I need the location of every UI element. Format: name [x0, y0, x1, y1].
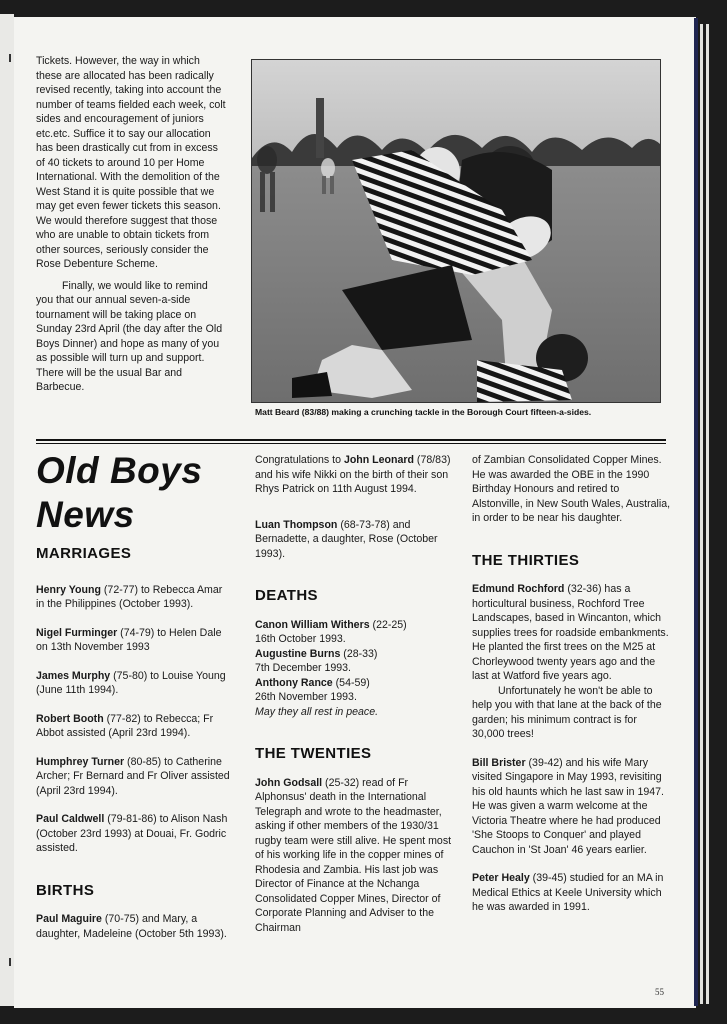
divider-rule [36, 443, 666, 444]
twenties-heading: THE TWENTIES [255, 745, 372, 762]
marriage-entry: Henry Young (72-77) to Rebecca Amar in the Philippines (October 1993). [36, 583, 223, 610]
previous-page-edge [0, 14, 14, 1006]
old-boys-news-title [36, 449, 236, 537]
intro-paragraph: Finally, we would like to remind you that our annual seven-a-side tournament will be taking place on Sunday 23rd April (the day after the Old Boys Dinner) and hope as many of you as possible will turn up and support. There will be the usual Bar and Barbecue. [36, 279, 223, 393]
marriage-entry: Paul Caldwell (79-81-86) to Alison Nash (October 23rd 1993) at Douai, Fr. Godric assisted. [36, 813, 228, 854]
column-1 [36, 547, 231, 941]
marriage-entry: Robert Booth (77-82) to Rebecca; Fr Abbot assisted (April 23rd 1994). [36, 712, 214, 739]
twenties-entry: John Godsall (25-32) read of Fr Alphonsus' death in the International Telegraph and wrote to the headmaster, asking if other members of the 1930/31 rugby team were still alive. He spent most of his working life in the copper mines of Rhodesia and Zambia. His last job was Director of Finance at the Nchanga Consolidated Copper Mines, Director of Corporate Planning and Adviser to the Chairman [255, 776, 452, 934]
birth-entry: Luan Thompson (68-73-78) and Bernadette, a daughter, Rose (October 1993). [255, 518, 438, 560]
intro-paragraph: Tickets. However, the way in which these are allocated has been radically revised recently, taking into account the number of teams fielded each week, colt sides and encouragement of juniors etc.etc. Suffice it to say our allocation has been drastically cut from in excess of 40 tickets to around 10 per Home International. With the demolition of the West Stand it is quite possible that we may get even fewer tickets this season. We would therefore suggest that those who are unable to obtain tickets from other sources, seriously consider the Rose Debenture Scheme. [36, 55, 226, 270]
rugby-tackle-image [252, 60, 660, 402]
thirties-entry: Bill Brister (39-42) and his wife Mary visited Singapore in May 1993, revisiting his old haunts which he last saw in 1947. He was given a warm welcome at the Victoria Theatre where he had produced 'She Stoops to Conquer' and played Cauchon in 'St Joan' 46 years earlier. [472, 756, 664, 856]
thirties-heading: THE THIRTIES [472, 551, 580, 569]
marriage-entry: James Murphy (75-80) to Louise Young (June 11th 1994). [36, 669, 226, 696]
photo-caption: Matt Beard (83/88) making a crunching tackle in the Borough Court fifteen-a-sides. [255, 407, 592, 417]
page-stack-edge [706, 24, 709, 1004]
page-number: 55 [655, 987, 664, 997]
rugby-photo [251, 59, 661, 403]
column-2 [255, 453, 455, 935]
thirties-entry: Peter Healy (39-45) studied for an MA in Medical Ethics at Keele University which he was awarded in 1991. [472, 872, 664, 913]
death-entry: Anthony Rance (54-59) 26th November 1993. [255, 676, 370, 703]
title-line: Old Boys [36, 450, 203, 491]
births-heading: BIRTHS [36, 881, 95, 899]
title-line: News [36, 494, 135, 535]
divider-rule [36, 439, 666, 441]
marriage-entry: Nigel Furminger (74-79) to Helen Dale on 13th November 1993 [36, 626, 222, 653]
birth-entry: Congratulations to John Leonard (78/83) and his wife Nikki on the birth of their son Rhys Patrick on 11th August 1994. [255, 454, 451, 495]
page-mark [9, 958, 11, 966]
intro-text [36, 54, 226, 402]
deaths-heading: DEATHS [255, 587, 318, 604]
marriage-entry: Humphrey Turner (80-85) to Catherine Archer; Fr Bernard and Fr Oliver assisted (April 23rd 1994). [36, 755, 230, 797]
marriages-heading: MARRIAGES [36, 545, 132, 562]
death-entry: Augustine Burns (28-33) 7th December 1993. [255, 647, 378, 674]
thirties-entry: Unfortunately he won't be able to help you with that lane at the back of the garden; his minimum contract is for 30,000 trees! [472, 684, 662, 740]
binding-edge [694, 18, 698, 1006]
thirties-entry: Edmund Rochford (32-36) has a horticultural business, Rochford Tree Landscapes, based in Wincanton, which supplies trees for roadside embankments. He planted the first trees on the M25 at Chorleywood twenty years ago and the last at Watford five years ago. [472, 583, 669, 682]
birth-entry: Paul Maguire (70-75) and Mary, a daughter, Madeleine (October 5th 1993). [36, 913, 227, 940]
rip-line: May they all rest in peace. [255, 705, 379, 718]
death-entry: Canon William Withers (22-25) 16th October 1993. [255, 618, 407, 645]
magazine-page [14, 17, 696, 1008]
page-mark [9, 54, 11, 62]
column-3 [472, 453, 672, 915]
page-stack-edge [700, 24, 703, 1004]
twenties-entry-continued: of Zambian Consolidated Copper Mines. He was awarded the OBE in the 1990 Birthday Honours and retired to Alstonville, in New South Wales, Australia, in order to be near his daughter. [472, 454, 671, 524]
